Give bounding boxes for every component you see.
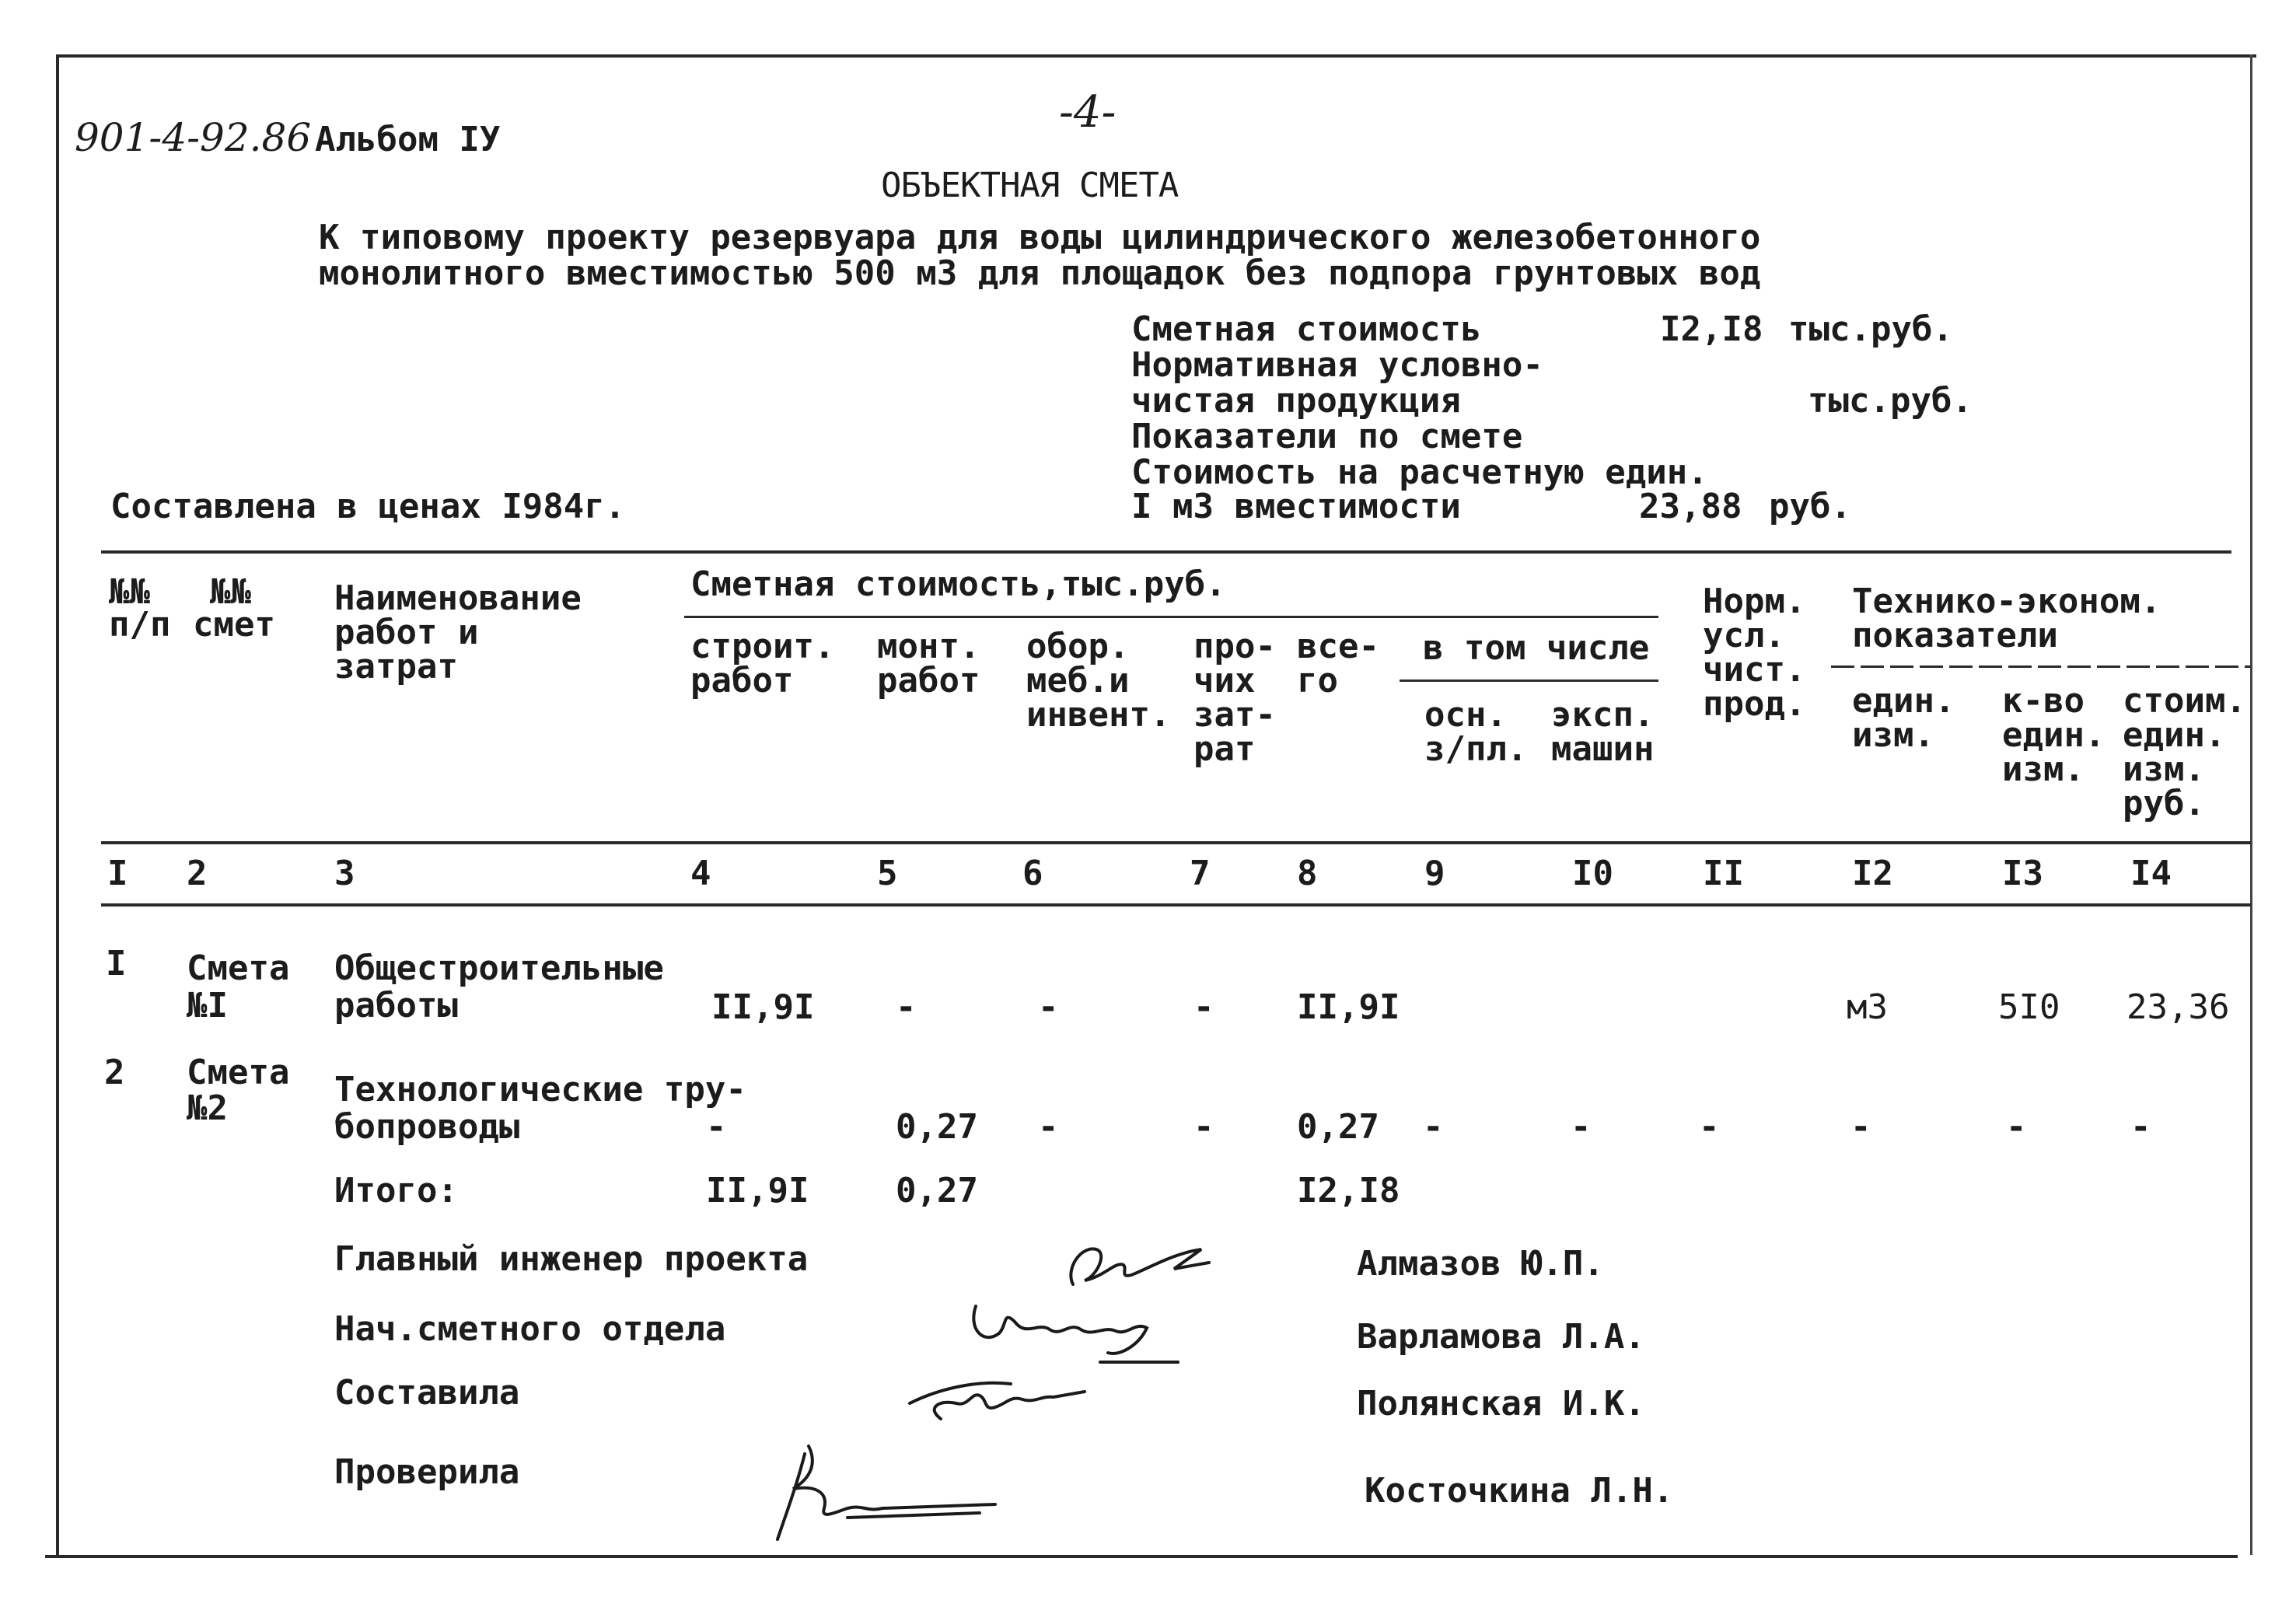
row-1-other: - (1193, 987, 1214, 1027)
column-number: 9 (1424, 854, 1445, 893)
normative-unit: тыс.руб. (1808, 381, 1973, 421)
signature-compiler-handwritten (894, 1364, 1127, 1434)
signature-role: Составила (334, 1373, 520, 1413)
total-row-constr: II,9I (706, 1171, 809, 1210)
column-number: 5 (877, 854, 898, 893)
column-number: I2 (1852, 854, 1893, 893)
prices-note: Составлена в ценах I984г. (110, 487, 626, 526)
cost-group-rule (684, 616, 1658, 618)
row-2-equip: - (1038, 1107, 1059, 1147)
header-unit-2: изм. (1852, 715, 1934, 755)
header-name-3: затрат (334, 647, 458, 686)
row-2-wage: - (1423, 1107, 1444, 1147)
estimated-cost-unit: тыс.руб. (1788, 309, 1953, 349)
row-2-name-2: бопроводы (334, 1107, 520, 1147)
row-2-total: 0,27 (1297, 1107, 1379, 1147)
header-norm-2: усл. (1703, 616, 1785, 655)
signature-role: Проверила (334, 1452, 520, 1492)
estimated-cost-value: I2,I8 (1660, 309, 1763, 349)
row-1-smeta-1: Смета (187, 948, 290, 988)
header-equip-3: инвент. (1026, 695, 1171, 735)
header-cost-group: Сметная стоимость,тыс.руб. (690, 564, 1226, 604)
row-2-mach: - (1571, 1107, 1592, 1147)
header-constr-1: строит. (690, 627, 835, 666)
capacity-unit: руб. (1769, 487, 1851, 526)
row-2-name-1: Технологические тру- (334, 1070, 746, 1109)
row-1-name-2: работы (334, 986, 458, 1025)
column-number: 6 (1022, 854, 1043, 893)
indicators-label: Показатели по смете (1131, 417, 1523, 456)
header-other-1: про- (1193, 627, 1276, 666)
header-name-2: работ и (334, 613, 479, 652)
capacity-label: I м3 вместимости (1131, 487, 1461, 526)
signature-estimates-head-handwritten (952, 1291, 1201, 1376)
row-1-price: 23,36 (2127, 987, 2230, 1027)
row-2-price: - (2130, 1107, 2151, 1147)
header-wage-2: з/пл. (1424, 729, 1528, 769)
unit-cost-label: Стоимость на расчетную един. (1131, 452, 1708, 492)
frame-top-border (56, 54, 2256, 58)
page-number: -4- (1059, 87, 1117, 138)
subtitle-line-2: монолитного вместимостью 500 м3 для площадок без подпора грунтовых вод (319, 253, 1761, 293)
signature-role: Нач.сметного отдела (334, 1309, 726, 1349)
header-price-4: руб. (2123, 784, 2205, 823)
frame-right-border (2250, 54, 2252, 1555)
header-num-smet-2: смет (193, 605, 275, 645)
header-equip-1: обор. (1026, 627, 1130, 666)
header-constr-2: работ (690, 661, 794, 700)
frame-bottom-border (45, 1555, 2238, 1558)
header-price-2: един. (2123, 715, 2226, 755)
header-price-1: стоим. (2123, 681, 2246, 721)
capacity-value: 23,88 (1639, 487, 1742, 526)
signature-name: Алмазов Ю.П. (1357, 1244, 1604, 1284)
row-2-smeta-2: №2 (187, 1088, 228, 1128)
row-2-mont: 0,27 (896, 1107, 978, 1147)
row-2-other: - (1193, 1107, 1214, 1147)
header-qty-2: един. (2002, 715, 2106, 755)
document-code: 901-4-92.86 (75, 115, 312, 160)
header-price-3: изм. (2123, 749, 2205, 789)
header-mach-1: эксп. (1551, 695, 1655, 735)
table-top-rule (101, 550, 2231, 554)
column-number: I4 (2130, 854, 2172, 893)
header-other-2: чих (1193, 661, 1256, 700)
row-1-equip: - (1038, 987, 1059, 1027)
normative-line-2: чистая продукция (1131, 381, 1461, 421)
row-1-name-1: Общестроительные (334, 948, 664, 988)
column-numbers-bottom-rule (101, 903, 2251, 907)
subtitle-line-1: К типовому проекту резервуара для воды цилиндрического железобетонного (319, 218, 1761, 257)
row-1-num: I (106, 944, 127, 983)
column-number: I (107, 854, 128, 893)
header-incl: в том числе (1423, 628, 1650, 668)
header-mont-2: работ (877, 661, 980, 700)
signature-role: Главный инженер проекта (334, 1239, 809, 1279)
column-number: I0 (1572, 854, 1613, 893)
estimated-cost-label: Сметная стоимость (1131, 309, 1482, 349)
header-name-1: Наименование (334, 578, 582, 618)
row-2-smeta-1: Смета (187, 1053, 290, 1092)
row-1-unit: м3 (1847, 987, 1888, 1027)
normative-line-1: Нормативная условно- (1131, 345, 1543, 385)
column-number: 2 (187, 854, 208, 893)
header-num-pp-2: п/п (109, 605, 171, 645)
row-2-norm: - (1699, 1107, 1720, 1147)
album-label: Альбом IУ (315, 120, 501, 159)
row-2-constr: - (706, 1107, 727, 1147)
row-1-qty: 5I0 (1998, 987, 2060, 1027)
row-1-smeta-2: №I (187, 986, 228, 1025)
header-norm-3: чист. (1703, 650, 1806, 690)
row-1-mont: - (896, 987, 917, 1027)
column-number: 8 (1297, 854, 1318, 893)
signature-name: Косточкина Л.Н. (1365, 1471, 1674, 1511)
incl-group-rule (1400, 679, 1658, 682)
header-qty-1: к-во (2002, 681, 2085, 721)
header-tech-group-1: Технико-эконом. (1852, 582, 2161, 621)
total-row-mont: 0,27 (896, 1171, 978, 1210)
header-mach-2: машин (1551, 729, 1655, 769)
row-2-unit: - (1850, 1107, 1871, 1147)
signature-name: Варламова Л.А. (1357, 1317, 1645, 1357)
header-num-pp-1: №№ (109, 572, 150, 612)
header-num-smet-1: №№ (210, 572, 251, 612)
column-number: 4 (690, 854, 711, 893)
header-other-3: зат- (1193, 695, 1276, 735)
column-numbers-top-rule (101, 841, 2251, 844)
header-tech-group-2: показатели (1852, 616, 2058, 655)
column-number: I3 (2002, 854, 2043, 893)
header-qty-3: изм. (2002, 749, 2085, 789)
row-2-num: 2 (104, 1053, 125, 1092)
row-1-constr: II,9I (711, 987, 815, 1027)
header-norm-1: Норм. (1703, 582, 1806, 621)
column-number: II (1703, 854, 1744, 893)
header-equip-2: меб.и (1026, 661, 1130, 700)
row-2-qty: - (2006, 1107, 2027, 1147)
tech-group-rule (1831, 666, 2251, 668)
signature-name: Полянская И.К. (1357, 1384, 1645, 1424)
frame-left-border (56, 54, 59, 1556)
signature-checker-handwritten (731, 1431, 1042, 1547)
column-number: 3 (334, 854, 355, 893)
header-other-4: рат (1193, 729, 1256, 769)
header-wage-1: осн. (1424, 695, 1507, 735)
header-total-1: все- (1297, 627, 1379, 666)
total-row-label: Итого: (334, 1171, 458, 1210)
document-title: ОБЪЕКТНАЯ СМЕТА (881, 166, 1179, 205)
total-row-total: I2,I8 (1297, 1171, 1400, 1210)
header-mont-1: монт. (877, 627, 980, 666)
header-total-2: го (1297, 661, 1338, 700)
row-1-total: II,9I (1297, 987, 1400, 1027)
header-norm-4: прод. (1703, 684, 1806, 724)
header-unit-1: един. (1852, 681, 1955, 721)
column-number: 7 (1190, 854, 1211, 893)
